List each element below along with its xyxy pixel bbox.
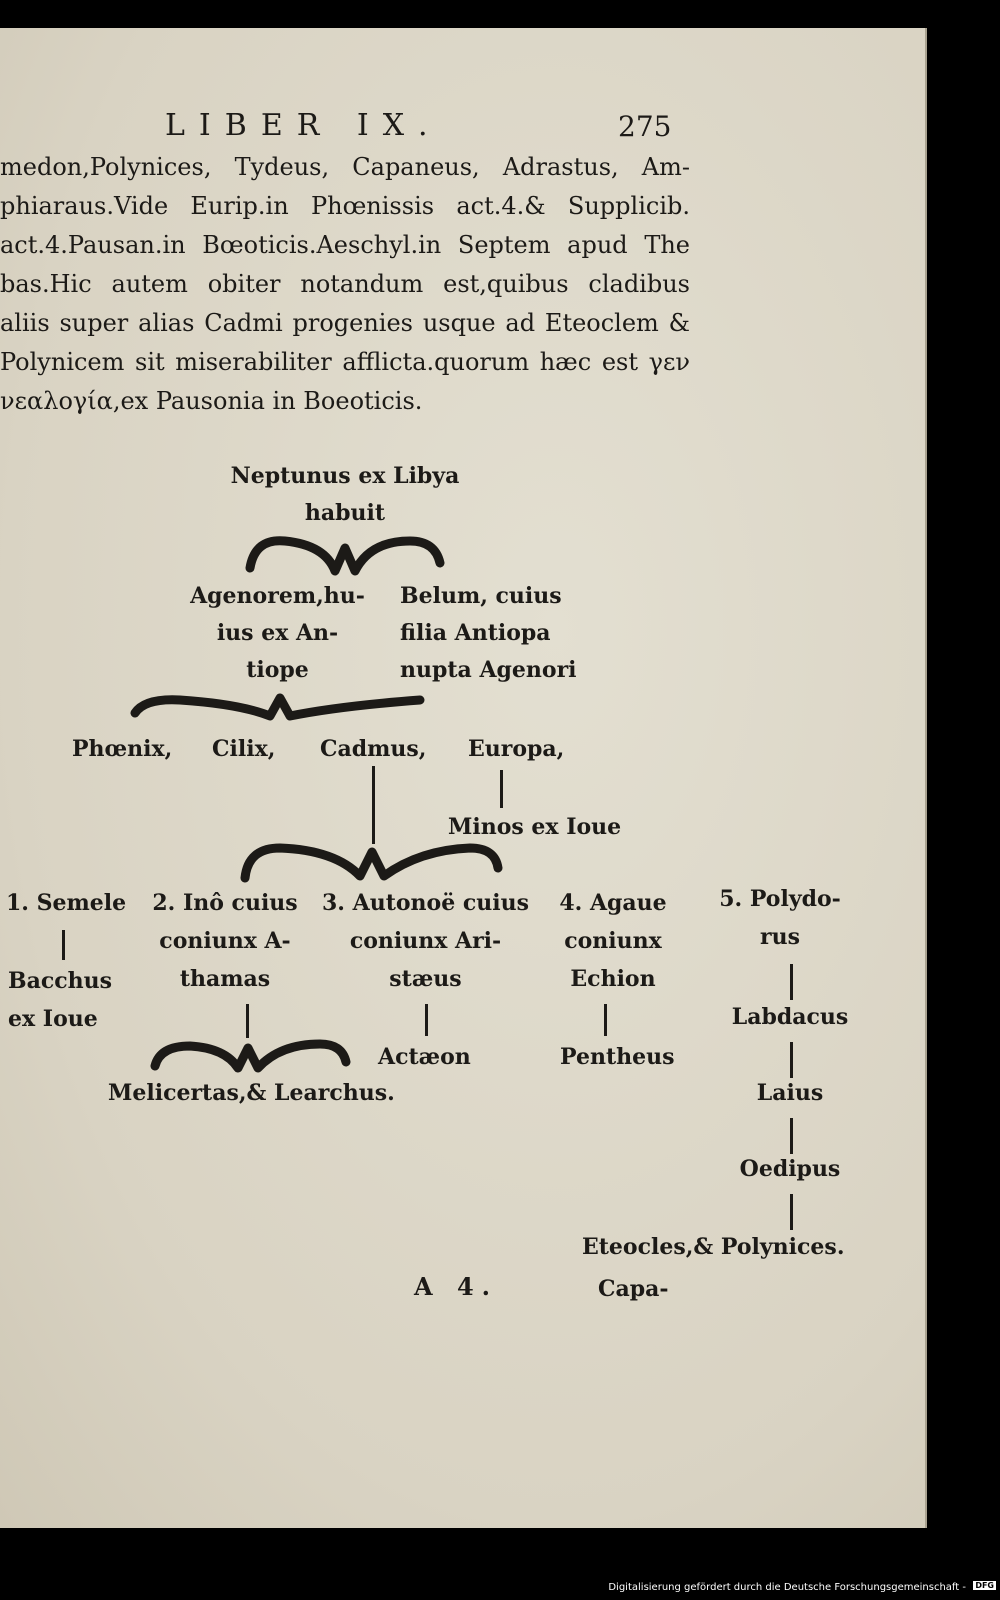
root-neptunus: Neptunus ex Libya <box>230 463 460 489</box>
ino-line3: thamas <box>179 966 271 992</box>
footer-credit: Digitalisierung gefördert durch die Deutsche Forschungsgemeinschaft - <box>608 1582 966 1593</box>
eteocles-polynices: Eteocles,& Polynices. <box>582 1234 845 1260</box>
labdacus: Labdacus <box>731 1004 849 1030</box>
ino-line2: coniunx A- <box>159 928 291 954</box>
belus-line2: filia Antiopa <box>400 620 551 646</box>
laius: Laius <box>756 1080 824 1106</box>
autonoe-line1: 3. Autonoë cuius <box>322 890 529 916</box>
autonoe-line3: stæus <box>389 966 462 992</box>
paragraph-line: aliis super alias Cadmi progenies usque ad Eteoclem & <box>0 309 690 337</box>
ino-children: Melicertas,& Learchus. <box>108 1080 395 1106</box>
europa-line <box>500 770 503 808</box>
agaue-line3: Echion <box>570 966 656 992</box>
child-cilix: Cilix, <box>212 736 276 762</box>
cadmus-line <box>372 766 375 844</box>
agenor-line3: tiope <box>246 657 309 683</box>
belus-line1: Belum, cuius <box>400 583 562 609</box>
oedipus-line <box>790 1194 793 1230</box>
polydorus-line <box>790 964 793 1000</box>
footer-bar <box>0 1575 1000 1600</box>
minos: Minos ex Ioue <box>448 814 622 840</box>
brace-4 <box>150 1036 355 1076</box>
signature-mark: A 4. <box>414 1272 499 1301</box>
bacchus: Bacchus <box>8 968 113 994</box>
autonoe-line <box>425 1004 428 1036</box>
brace-1 <box>245 533 445 583</box>
ino-line1: 2. Inô cuius <box>152 890 298 916</box>
paragraph-line: bas.Hic autem obiter notandum est,quibus cladibus <box>0 270 690 298</box>
agaue-line1: 4. Agaue <box>559 890 667 916</box>
agenor-line2: ius ex An- <box>216 620 339 646</box>
agenor-line1: Agenorem,hu- <box>190 583 365 609</box>
body-paragraph <box>0 148 690 421</box>
root-habuit: habuit <box>304 500 386 526</box>
book-page <box>0 28 927 1528</box>
polydorus-line2: rus <box>760 924 800 950</box>
paragraph-line: act.4.Pausan.in Bœoticis.Aeschyl.in Septem apud The <box>0 231 690 259</box>
ino-line <box>246 1004 249 1038</box>
agaue-line <box>604 1004 607 1036</box>
paragraph-line: phiaraus.Vide Eurip.in Phœnissis act.4.& Supplicib. <box>0 192 690 220</box>
brace-3 <box>240 840 505 888</box>
autonoe-line2: coniunx Ari- <box>349 928 502 954</box>
laius-line <box>790 1118 793 1154</box>
child-phoenix: Phœnix, <box>72 736 173 762</box>
belus-line3: nupta Agenori <box>400 657 577 683</box>
bacchus-ex-ioue: ex Ioue <box>8 1006 98 1032</box>
polydorus-line1: 5. Polydo- <box>719 886 841 912</box>
brace-2 <box>130 688 430 728</box>
catchword: Capa- <box>598 1276 669 1302</box>
labdacus-line <box>790 1042 793 1078</box>
semele-line <box>62 930 65 960</box>
paragraph-line: Polynicem sit miserabiliter afflicta.quorum hæc est γεν <box>0 348 690 376</box>
page-number: 275 <box>618 110 672 143</box>
pentheus: Pentheus <box>560 1044 675 1070</box>
child-cadmus: Cadmus, <box>320 736 427 762</box>
child-europa: Europa, <box>468 736 565 762</box>
paragraph-line: νεαλογία,ex Pausonia in Boeoticis. <box>0 387 423 415</box>
semele: 1. Semele <box>6 890 127 916</box>
running-header: LIBER IX. <box>165 108 442 143</box>
dfg-logo: DFG <box>975 1581 994 1590</box>
paragraph-line: medon,Polynices, Tydeus, Capaneus, Adrastus, Am- <box>0 153 690 181</box>
agaue-line2: coniunx <box>564 928 662 954</box>
oedipus: Oedipus <box>739 1156 841 1182</box>
actaeon: Actæon <box>378 1044 471 1070</box>
